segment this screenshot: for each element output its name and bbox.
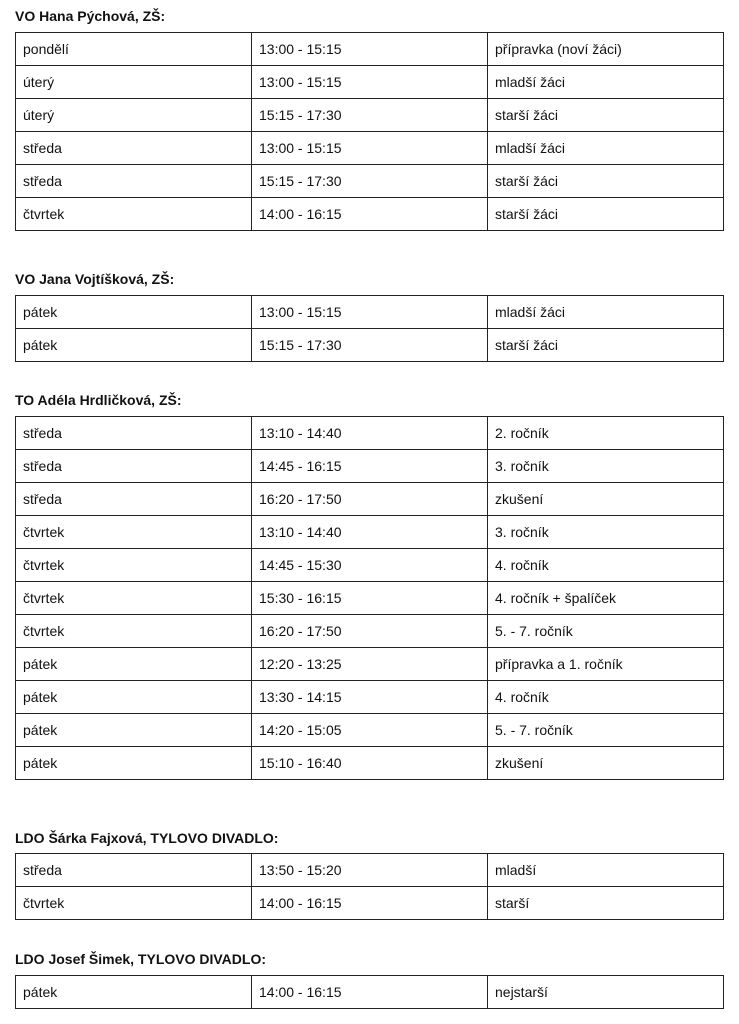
group-cell: 4. ročník + špalíček [488, 582, 724, 615]
day-cell: úterý [16, 66, 252, 99]
table-row [16, 549, 724, 582]
time-cell: 16:20 - 17:50 [252, 615, 488, 648]
time-cell: 15:15 - 17:30 [252, 329, 488, 362]
time-cell: 15:10 - 16:40 [252, 747, 488, 780]
schedule-table [15, 853, 724, 920]
group-cell: 3. ročník [488, 516, 724, 549]
table-row [16, 165, 724, 198]
section-heading: LDO Šárka Fajxová, TYLOVO DIVADLO: [15, 830, 279, 846]
table-row [16, 296, 724, 329]
group-cell: 3. ročník [488, 450, 724, 483]
day-cell: středa [16, 483, 252, 516]
group-cell: starší žáci [488, 99, 724, 132]
table-row [16, 582, 724, 615]
table-row [16, 887, 724, 920]
section-heading: LDO Josef Šimek, TYLOVO DIVADLO: [15, 951, 267, 967]
group-cell: 2. ročník [488, 417, 724, 450]
table-row [16, 976, 724, 1009]
schedule-table [15, 416, 724, 780]
table-row [16, 132, 724, 165]
group-cell: mladší žáci [488, 296, 724, 329]
time-cell: 13:00 - 15:15 [252, 33, 488, 66]
group-cell: 4. ročník [488, 681, 724, 714]
day-cell: pátek [16, 296, 252, 329]
group-cell: 5. - 7. ročník [488, 615, 724, 648]
time-cell: 14:45 - 15:30 [252, 549, 488, 582]
group-cell: starší žáci [488, 165, 724, 198]
group-cell: mladší žáci [488, 132, 724, 165]
day-cell: pátek [16, 648, 252, 681]
table-row [16, 854, 724, 887]
table-row [16, 615, 724, 648]
day-cell: čtvrtek [16, 549, 252, 582]
time-cell: 13:00 - 15:15 [252, 296, 488, 329]
table-row [16, 714, 724, 747]
day-cell: pátek [16, 329, 252, 362]
group-cell: nejstarší [488, 976, 724, 1009]
group-cell: zkušení [488, 483, 724, 516]
table-row [16, 681, 724, 714]
group-cell: 4. ročník [488, 549, 724, 582]
day-cell: středa [16, 132, 252, 165]
time-cell: 14:00 - 16:15 [252, 976, 488, 1009]
time-cell: 15:15 - 17:30 [252, 165, 488, 198]
schedule-table [15, 295, 724, 362]
time-cell: 15:15 - 17:30 [252, 99, 488, 132]
day-cell: čtvrtek [16, 615, 252, 648]
table-row [16, 648, 724, 681]
group-cell: starší [488, 887, 724, 920]
table-row [16, 99, 724, 132]
day-cell: středa [16, 417, 252, 450]
group-cell: mladší žáci [488, 66, 724, 99]
group-cell: přípravka (noví žáci) [488, 33, 724, 66]
section-heading: TO Adéla Hrdličková, ZŠ: [15, 392, 182, 408]
time-cell: 12:20 - 13:25 [252, 648, 488, 681]
time-cell: 14:20 - 15:05 [252, 714, 488, 747]
day-cell: pátek [16, 976, 252, 1009]
table-row [16, 33, 724, 66]
table-row [16, 483, 724, 516]
time-cell: 13:30 - 14:15 [252, 681, 488, 714]
table-row [16, 747, 724, 780]
time-cell: 13:00 - 15:15 [252, 66, 488, 99]
group-cell: 5. - 7. ročník [488, 714, 724, 747]
day-cell: středa [16, 450, 252, 483]
table-row [16, 66, 724, 99]
table-row [16, 329, 724, 362]
time-cell: 14:45 - 16:15 [252, 450, 488, 483]
schedule-table [15, 32, 724, 231]
group-cell: přípravka a 1. ročník [488, 648, 724, 681]
schedule-table [15, 975, 724, 1009]
day-cell: čtvrtek [16, 887, 252, 920]
time-cell: 13:10 - 14:40 [252, 417, 488, 450]
day-cell: úterý [16, 99, 252, 132]
time-cell: 16:20 - 17:50 [252, 483, 488, 516]
table-row [16, 450, 724, 483]
day-cell: středa [16, 165, 252, 198]
group-cell: mladší [488, 854, 724, 887]
day-cell: pondělí [16, 33, 252, 66]
day-cell: pátek [16, 714, 252, 747]
day-cell: čtvrtek [16, 198, 252, 231]
group-cell: zkušení [488, 747, 724, 780]
section-heading: VO Hana Pýchová, ZŠ: [15, 8, 166, 24]
time-cell: 15:30 - 16:15 [252, 582, 488, 615]
time-cell: 13:00 - 15:15 [252, 132, 488, 165]
table-row [16, 198, 724, 231]
day-cell: pátek [16, 681, 252, 714]
section-heading: VO Jana Vojtíšková, ZŠ: [15, 271, 175, 287]
table-row [16, 417, 724, 450]
time-cell: 13:50 - 15:20 [252, 854, 488, 887]
day-cell: středa [16, 854, 252, 887]
time-cell: 13:10 - 14:40 [252, 516, 488, 549]
time-cell: 14:00 - 16:15 [252, 887, 488, 920]
day-cell: čtvrtek [16, 582, 252, 615]
time-cell: 14:00 - 16:15 [252, 198, 488, 231]
day-cell: čtvrtek [16, 516, 252, 549]
group-cell: starší žáci [488, 329, 724, 362]
group-cell: starší žáci [488, 198, 724, 231]
day-cell: pátek [16, 747, 252, 780]
table-row [16, 516, 724, 549]
